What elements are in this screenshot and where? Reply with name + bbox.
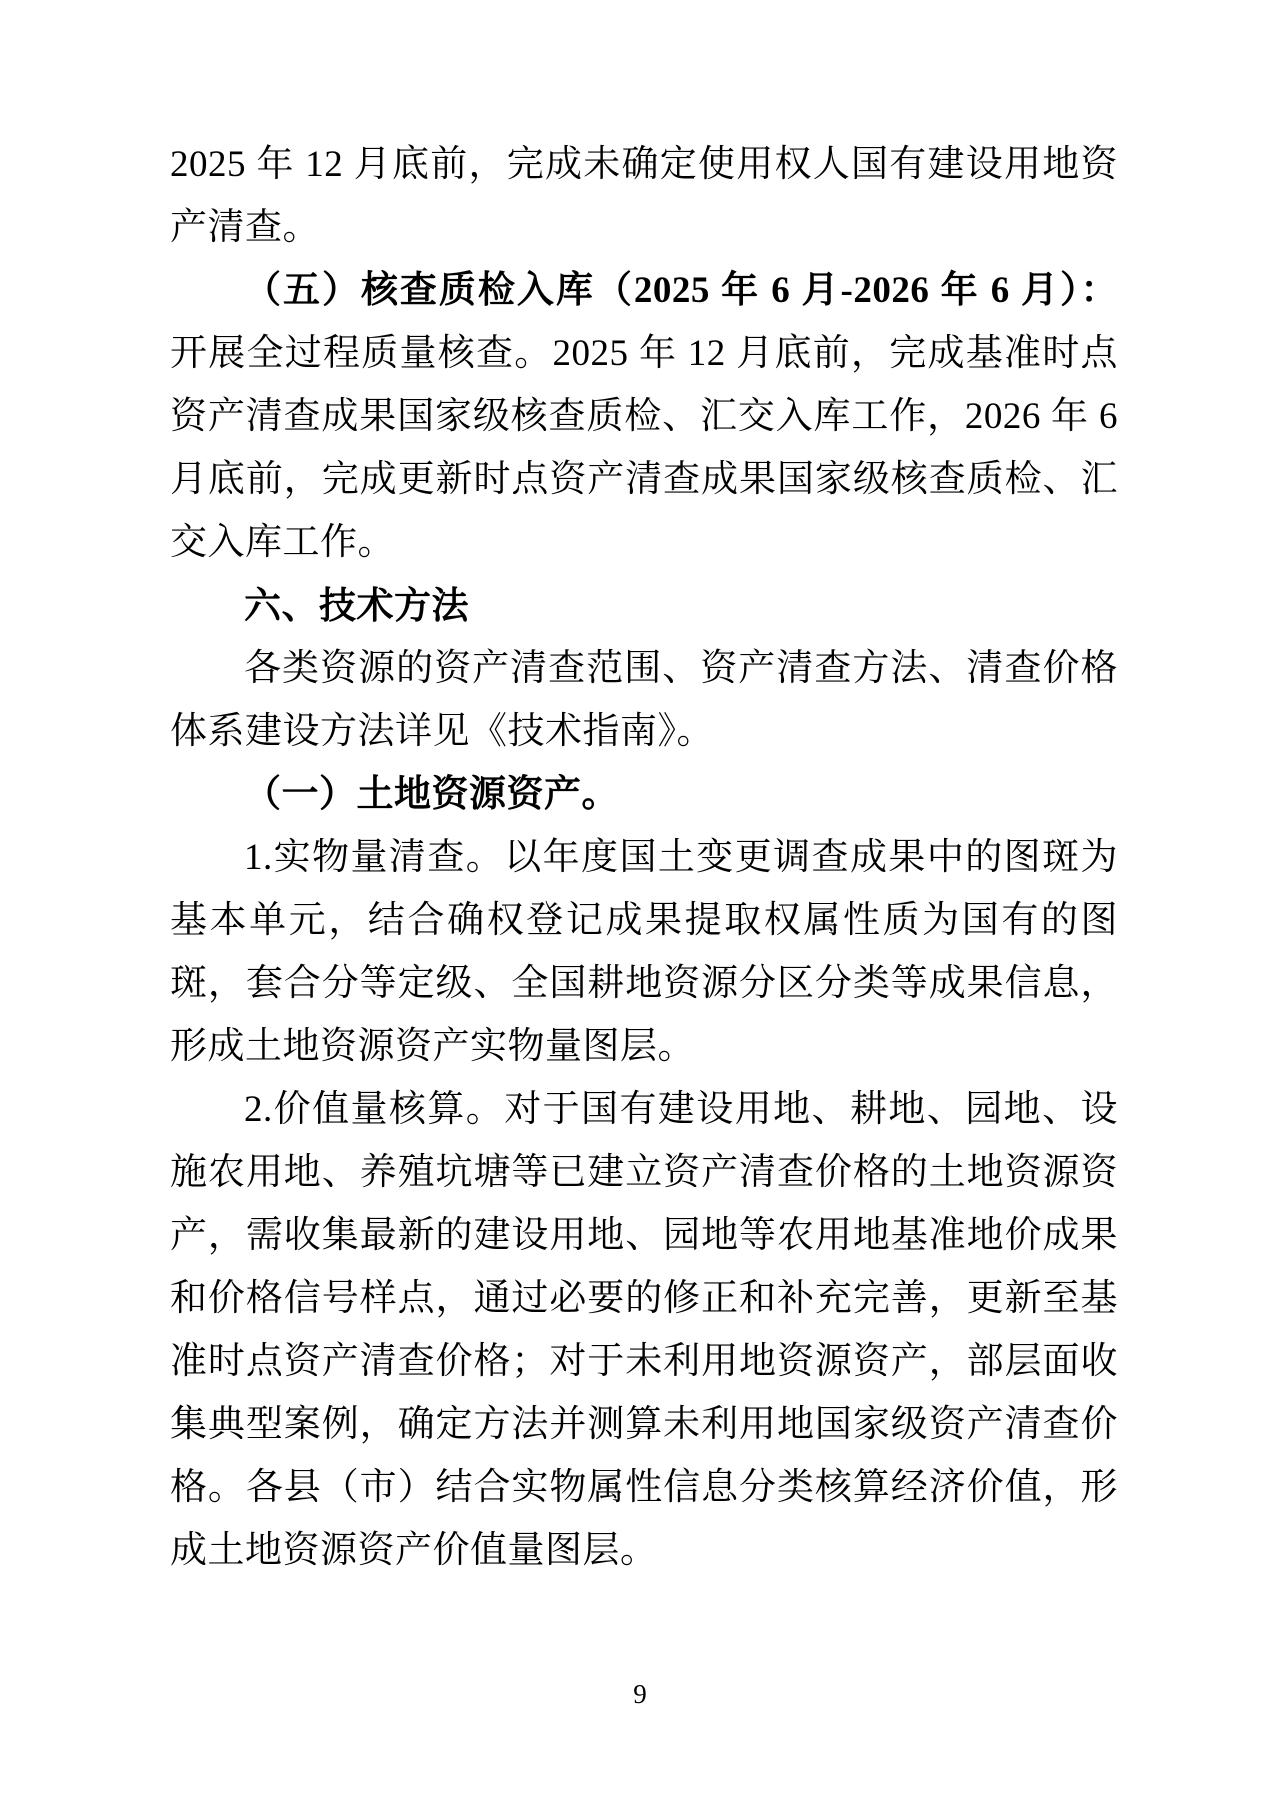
document-body: [170, 133, 1118, 1582]
paragraph-continuation: 2025 年 12 月底前，完成未确定使用权人国有建设用地资产清查。: [170, 144, 1118, 248]
paragraph-overview: 各类资源的资产清查范围、资产清查方法、清查价格体系建设方法详见《技术指南》。: [170, 648, 1118, 752]
page-number: 9: [633, 1679, 647, 1709]
paragraph-value-accounting: 2.价值量核算。对于国有建设用地、耕地、园地、设施农用地、养殖坑塘等已建立资产清查价格的土地资源资产，需收集最新的建设用地、园地等农用地基准地价成果和价格信号样点，通过必要的修正和补充完善，更新至基准时点资产清查价格；对于未利用地资源资产，部层面收集典型案例，确定方法并测算未利用地国家级资产清查价格。各县（市）结合实物属性信息分类核算经济价值，形成土地资源资产价值量图层。: [170, 1089, 1118, 1571]
paragraph-physical-inventory: 1.实物量清查。以年度国土变更调查成果中的图斑为基本单元，结合确权登记成果提取权属性质为国有的图斑，套合分等定级、全国耕地资源分区分类等成果信息，形成土地资源资产实物量图层。: [170, 837, 1118, 1067]
item-5-heading: （五）核查质检入库（2025 年 6 月-2026 年 6 月）：: [244, 270, 1118, 311]
item-5-body: 开展全过程质量核查。2025 年 12 月底前，完成基准时点资产清查成果国家级核查质检、汇交入库工作，2026 年 6 月底前，完成更新时点资产清查成果国家级核查质检、汇交入库工作。: [170, 333, 1118, 563]
section-6-heading: 六、技术方法: [244, 585, 469, 626]
paragraph-item-5: [170, 259, 1118, 574]
subsection-1-heading: （一）土地资源资产。: [244, 774, 619, 815]
